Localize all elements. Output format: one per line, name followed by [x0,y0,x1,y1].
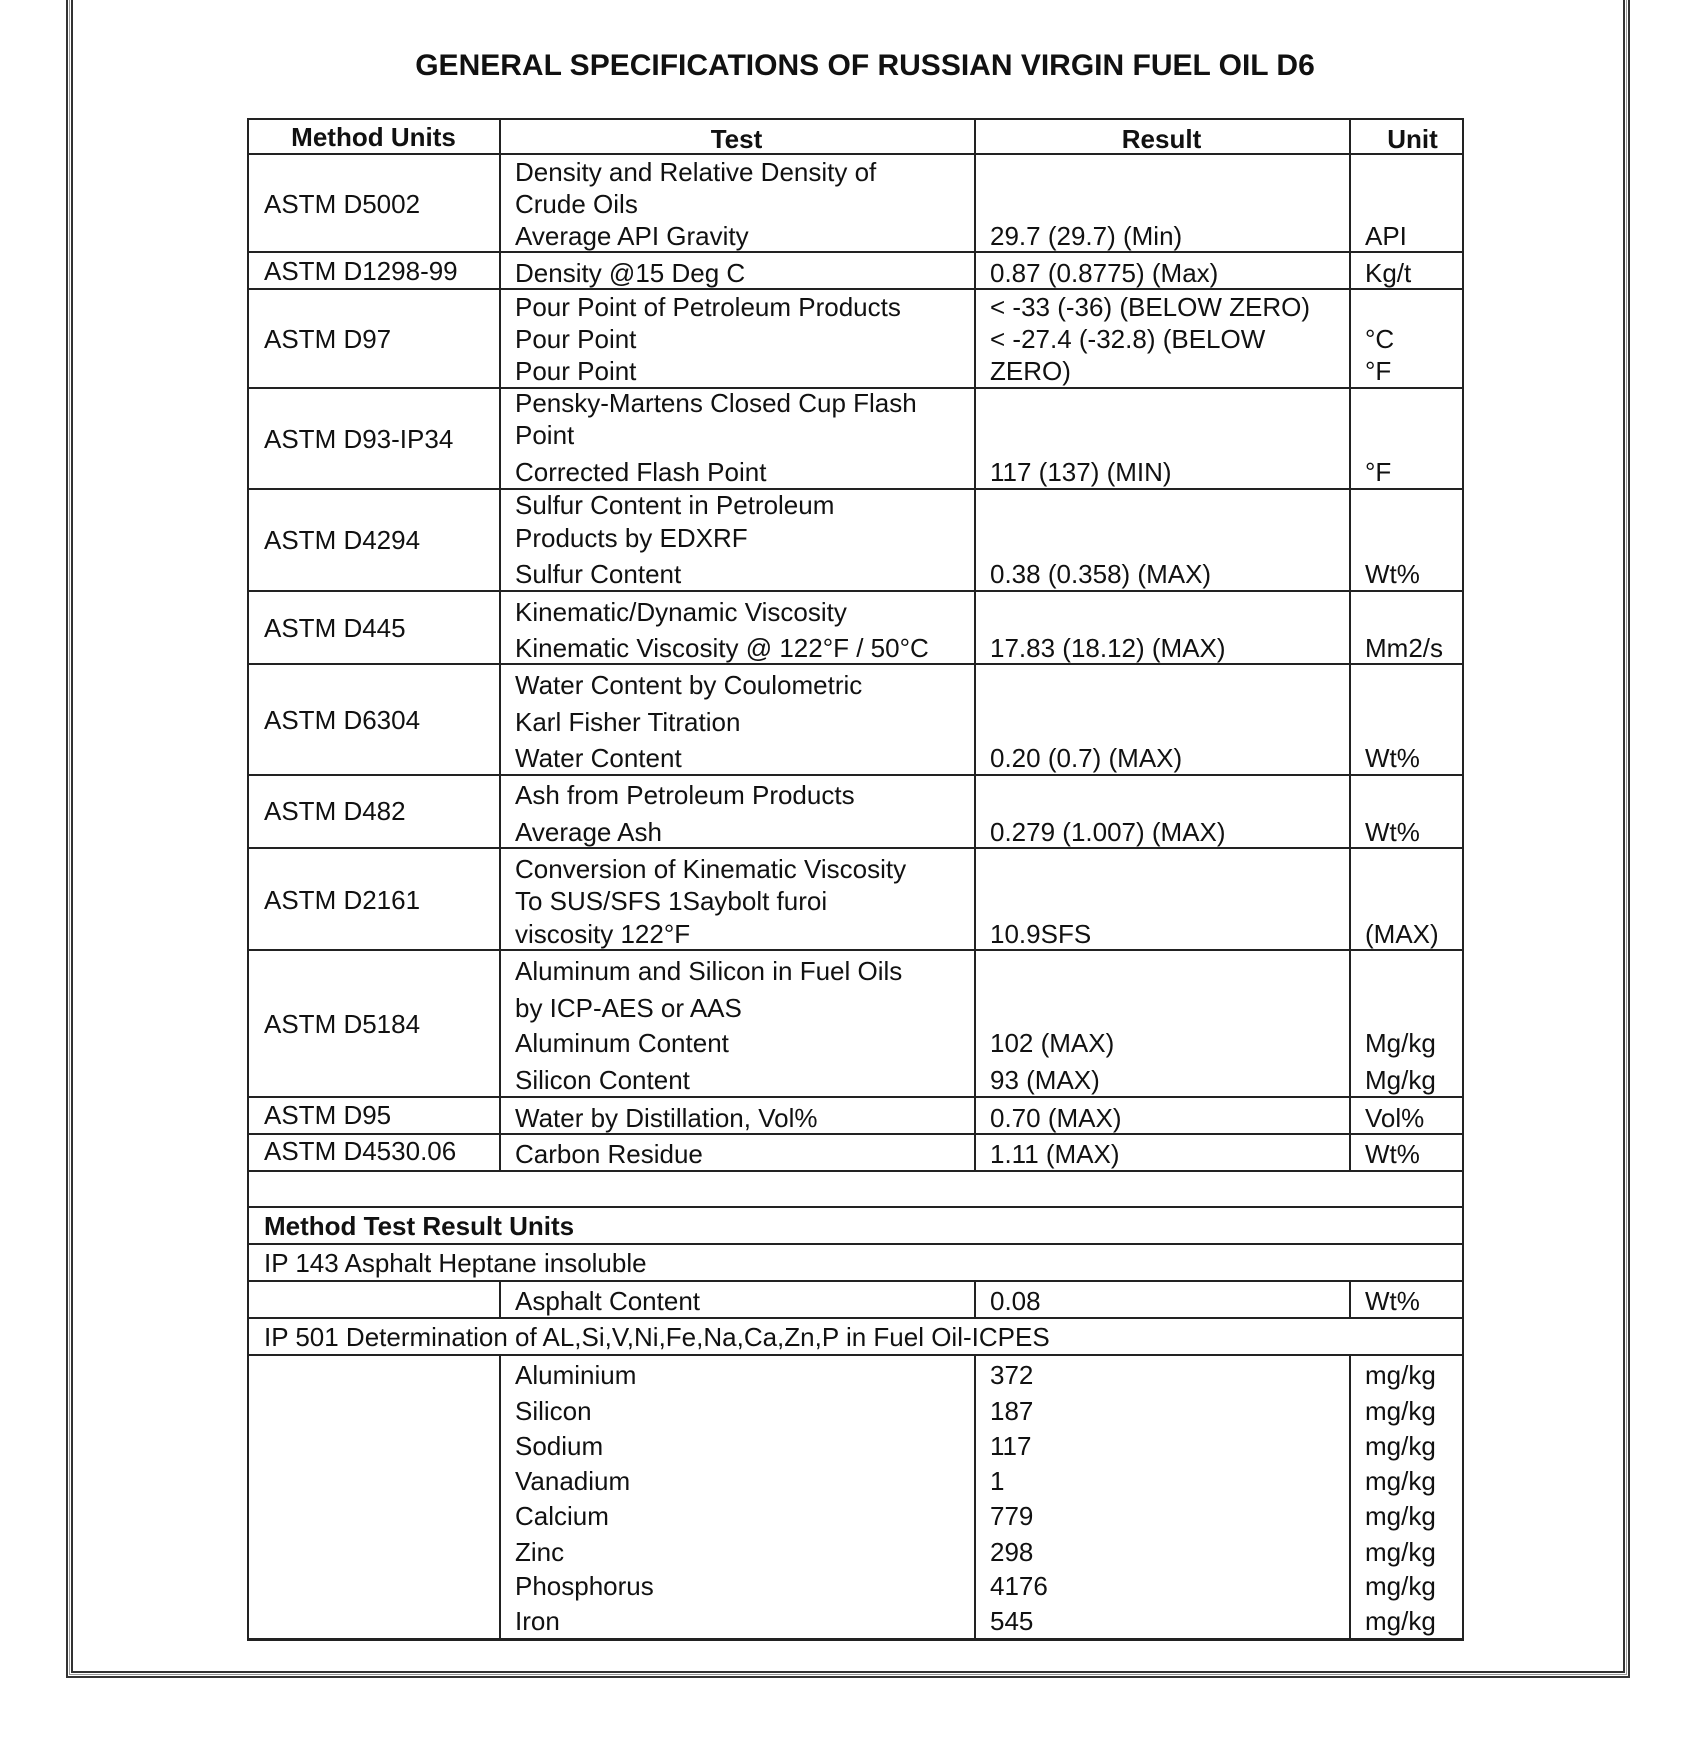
result-cell-line: 93 (MAX) [990,1065,1100,1095]
method-cell: ASTM D95 [264,1100,392,1130]
method-cell: ASTM D445 [264,613,406,643]
element-name: Vanadium [515,1466,631,1496]
element-unit: mg/kg [1365,1606,1436,1636]
column-header-method-units: Method Units [291,122,456,152]
method-cell: ASTM D2161 [264,885,421,915]
result-cell-line: ZERO) [990,356,1071,386]
method-cell: ASTM D482 [264,796,406,826]
result-cell-line: < -33 (-36) (BELOW ZERO) [990,292,1310,322]
element-unit: mg/kg [1365,1466,1436,1496]
element-name: Calcium [515,1501,609,1531]
test-cell-line: Pour Point of Petroleum Products [515,292,901,322]
element-unit: mg/kg [1365,1501,1436,1531]
element-unit: mg/kg [1365,1396,1436,1426]
test-cell-line: Kinematic/Dynamic Viscosity [515,597,847,627]
section-heading: Method Test Result Units [264,1211,575,1241]
element-value: 187 [990,1396,1034,1426]
test-cell: Asphalt Content [515,1286,701,1316]
element-value: 4176 [990,1571,1048,1601]
test-cell-line: Sulfur Content [515,559,682,589]
element-name: Zinc [515,1537,565,1567]
element-value: 545 [990,1606,1034,1636]
result-cell: 0.70 (MAX) [990,1103,1122,1133]
test-cell-line: Density and Relative Density of [515,157,877,187]
test-cell-line: Carbon Residue [515,1139,703,1169]
method-cell: ASTM D5002 [264,189,421,219]
unit-cell: Wt% [1365,817,1420,847]
result-cell: 0.20 (0.7) (MAX) [990,743,1183,773]
test-cell-line: To SUS/SFS 1Saybolt furoi [515,886,828,916]
result-cell: 0.87 (0.8775) (Max) [990,258,1219,288]
method-cell: ASTM D5184 [264,1009,421,1039]
unit-cell: Wt% [1365,1139,1420,1169]
column-header-test: Test [710,124,763,154]
page-title: GENERAL SPECIFICATIONS OF RUSSIAN VIRGIN FUEL OIL D6 [415,49,1315,82]
element-name: Phosphorus [515,1571,654,1601]
unit-cell: Vol% [1365,1103,1425,1133]
element-unit: mg/kg [1365,1360,1436,1390]
test-cell-line: Ash from Petroleum Products [515,780,855,810]
method-cell: ASTM D4530.06 [264,1136,457,1166]
test-cell-line: Karl Fisher Titration [515,707,741,737]
test-cell-line: viscosity 122°F [515,919,691,949]
element-value: 117 [990,1431,1032,1461]
result-cell: 0.38 (0.358) (MAX) [990,559,1212,589]
result-cell: 29.7 (29.7) (Min) [990,221,1183,251]
result-cell-line: < -27.4 (-32.8) (BELOW [990,324,1266,354]
method-cell: ASTM D1298-99 [264,256,458,286]
test-cell-line: Density @15 Deg C [515,258,746,288]
test-cell-line: Aluminum Content [515,1028,729,1058]
unit-cell: API [1365,221,1407,251]
unit-cell: °F [1365,457,1392,487]
test-cell-line: Point [515,420,575,450]
test-cell-line: Crude Oils [515,189,638,219]
element-value: 1 [990,1466,1005,1496]
test-cell-line: Silicon Content [515,1065,690,1095]
test-cell-line: Aluminum and Silicon in Fuel Oils [515,956,903,986]
element-name: Sodium [515,1431,604,1461]
test-cell-line: Pour Point [515,356,637,386]
test-cell-line: Water Content by Coulometric [515,670,863,700]
test-cell-line: Sulfur Content in Petroleum [515,490,835,520]
test-cell-line: Kinematic Viscosity @ 122°F / 50°C [515,633,929,663]
method-cell: ASTM D4294 [264,525,421,555]
method-cell: ASTM D6304 [264,705,421,735]
result-cell: 0.08 [990,1286,1041,1316]
element-name: Iron [515,1606,560,1636]
result-cell: 10.9SFS [990,919,1092,949]
test-cell-line: Pour Point [515,324,637,354]
unit-cell-line: Mg/kg [1365,1065,1436,1095]
unit-cell-line: °C [1365,324,1395,354]
test-cell-line: Corrected Flash Point [515,457,767,487]
unit-cell-line: °F [1365,356,1392,386]
test-cell-line: Water by Distillation, Vol% [515,1103,818,1133]
element-value: 372 [990,1360,1034,1390]
result-cell: 17.83 (18.12) (MAX) [990,633,1226,663]
method-cell: ASTM D93-IP34 [264,424,454,454]
method-cell: ASTM D97 [264,324,392,354]
unit-cell: Mm2/s [1365,633,1443,663]
test-cell-line: Conversion of Kinematic Viscosity [515,854,907,884]
result-cell: 0.279 (1.007) (MAX) [990,817,1226,847]
test-cell-line: Pensky-Martens Closed Cup Flash [515,388,917,418]
element-value: 779 [990,1501,1034,1531]
column-header-unit: Unit [1387,124,1438,154]
unit-cell: Kg/t [1365,258,1412,288]
ip501-title: IP 501 Determination of AL,Si,V,Ni,Fe,Na,Ca,Zn,P in Fuel Oil-ICPES [264,1322,1050,1352]
unit-cell: Wt% [1365,743,1420,773]
test-cell-line: Average API Gravity [515,221,749,251]
element-unit: mg/kg [1365,1537,1436,1567]
unit-cell: Wt% [1365,1286,1420,1316]
unit-cell-line: Mg/kg [1365,1028,1436,1058]
test-cell-line: Products by EDXRF [515,523,748,553]
result-cell: 1.11 (MAX) [990,1139,1120,1169]
element-unit: mg/kg [1365,1431,1436,1461]
unit-cell: Wt% [1365,559,1420,589]
test-cell-line: Water Content [515,743,682,773]
result-cell-line: 102 (MAX) [990,1028,1115,1058]
element-name: Aluminium [515,1360,637,1390]
test-cell-line: by ICP-AES or AAS [515,993,742,1023]
element-value: 298 [990,1537,1034,1567]
result-cell: 117 (137) (MIN) [990,457,1172,487]
unit-cell: (MAX) [1365,919,1439,949]
column-header-result: Result [1121,124,1202,154]
element-name: Silicon [515,1396,592,1426]
element-unit: mg/kg [1365,1571,1436,1601]
ip143-title: IP 143 Asphalt Heptane insoluble [264,1248,647,1278]
test-cell-line: Average Ash [515,817,662,847]
